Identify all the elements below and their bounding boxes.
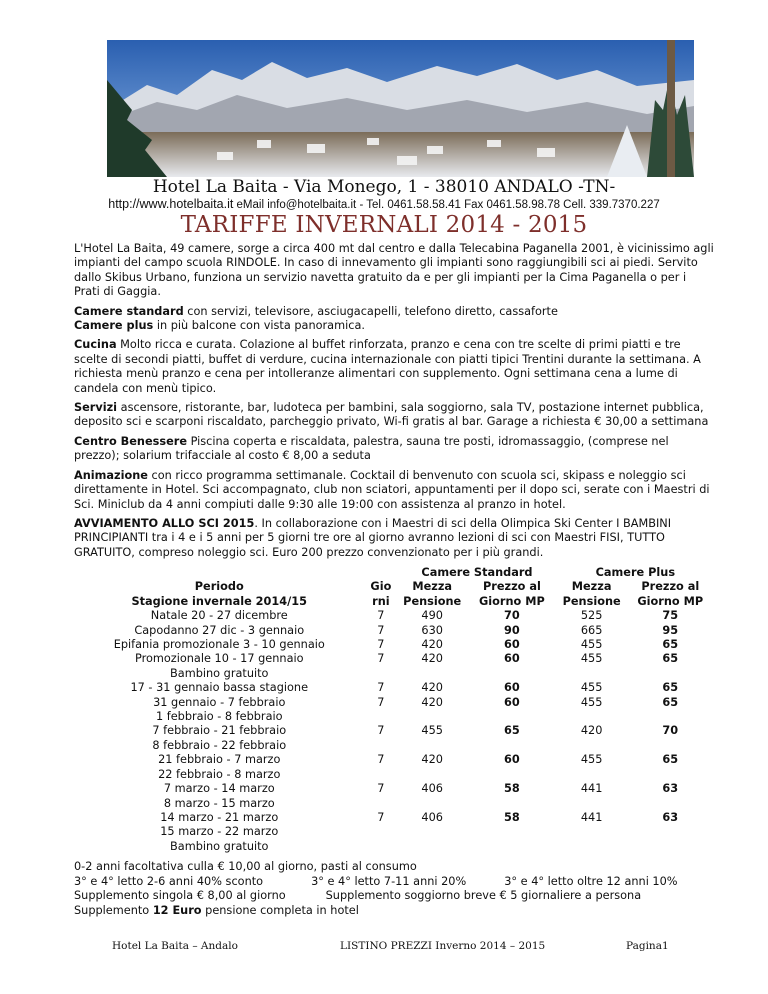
description-body (74, 242, 714, 565)
servizi-label: Servizi (74, 401, 118, 415)
cell-prezzo-standard: 58 (504, 810, 520, 824)
table-row (74, 624, 714, 638)
snowy-mountain-village-icon (107, 40, 694, 177)
cell-periodo: 31 gennaio - 7 febbraio 1 febbraio - 8 febbraio (153, 695, 286, 724)
footnotes (74, 860, 714, 918)
note-letto-2-6: 3° e 4° letto 2-6 anni 40% sconto (74, 874, 264, 888)
cell-mezza-plus: 441 (580, 782, 603, 796)
cell-giorni: 7 (377, 638, 385, 652)
table-row (74, 696, 714, 725)
rooms-plus-text: in più balcone con vista panoramica. (153, 319, 365, 333)
cell-mezza-plus: 455 (580, 638, 603, 652)
table-row (74, 638, 714, 652)
cell-mezza-standard: 420 (421, 695, 443, 709)
cell-mezza-standard: 420 (421, 652, 443, 666)
cell-prezzo-standard: 60 (504, 753, 520, 767)
cell-prezzo-standard: 60 (504, 638, 520, 652)
cell-mezza-plus: 441 (580, 810, 603, 824)
table-row (74, 724, 714, 753)
cell-periodo: 7 marzo - 14 marzo 8 marzo - 15 marzo (163, 782, 275, 810)
col-prezzo-plus-header: Prezzo al Giorno MP (637, 580, 704, 608)
rates-table (74, 566, 714, 854)
cell-mezza-standard: 455 (421, 724, 443, 738)
cell-prezzo-plus: 65 (662, 638, 679, 652)
group-plus-header: Camere Plus (595, 566, 676, 579)
cell-prezzo-plus: 65 (662, 753, 679, 767)
animazione-text: con ricco programma settimanale. Cocktail di benvenuto con scuola sci, skipass e noleggio sci direttamente in Hotel. Sci accompagnato, club non sciatori, appuntamenti per il dopo sci, serate con i Maestri di Sci. Miniclub da 4 anni compiuti dalle 9:30 alle 19:00 con assistenza al pranzo in hotel. (74, 468, 710, 511)
cell-mezza-plus: 455 (580, 652, 603, 666)
cell-periodo: 14 marzo - 21 marzo 15 marzo - 22 marzo Bambino gratuito (160, 810, 279, 853)
cell-prezzo-standard: 70 (504, 609, 520, 623)
rooms-plus-label: Camere plus (74, 319, 154, 333)
table-group-header (74, 566, 714, 580)
cell-mezza-plus: 455 (580, 681, 603, 695)
col-prezzo-standard-header: Prezzo al Giorno MP (479, 580, 545, 608)
cell-prezzo-plus: 63 (662, 810, 679, 824)
animazione-label: Animazione (74, 468, 148, 482)
note-culla: 0-2 anni facoltativa culla € 10,00 al giorno, pasti al consumo (74, 860, 417, 873)
cell-giorni: 7 (377, 810, 385, 824)
table-row (74, 652, 714, 681)
col-periodo-header: Periodo Stagione invernale 2014/15 (131, 580, 307, 608)
cell-mezza-standard: 406 (421, 810, 443, 824)
table-row (74, 811, 714, 854)
hotel-address-line: Hotel La Baita - Via Monego, 1 - 38010 ANDALO -TN- (152, 177, 616, 197)
table-row (74, 681, 714, 695)
cell-prezzo-standard: 60 (504, 652, 520, 666)
animazione-paragraph (74, 469, 714, 512)
cell-prezzo-standard: 60 (504, 695, 520, 709)
cell-periodo: Epifania promozionale 3 - 10 gennaio (113, 638, 325, 652)
cell-prezzo-standard: 90 (504, 623, 520, 637)
benessere-label: Centro Benessere (74, 434, 187, 448)
contact-line (0, 197, 768, 211)
cell-giorni: 7 (377, 724, 385, 738)
website-link[interactable]: http://www.hotelbaita.it (108, 197, 234, 211)
benessere-text: Piscina coperta e riscaldata, palestra, sauna tre posti, idromassaggio, (comprese nel prezzo); solarium trifacciale al costo € 8,00 a seduta (74, 434, 669, 463)
avviamento-label: AVVIAMENTO ALLO SCI 2015 (74, 516, 255, 530)
table-row (74, 753, 714, 782)
cell-periodo: 17 - 31 gennaio bassa stagione (130, 681, 309, 695)
cell-prezzo-plus: 70 (662, 724, 679, 738)
cell-periodo: Capodanno 27 dic - 3 gennaio (134, 623, 305, 637)
avviamento-text: . In collaborazione con i Maestri di sci della Olimpica Ski Center I BAMBINI PRINCIPIANTI tra i 4 e i 5 anni per 5 giorni tre ore al giorno avranno lezioni di sci con Maestri FISI, TUTTO GRATUITO, compreso noleggio sci. Euro 200 prezzo convenzionato per i più grandi. (74, 516, 672, 559)
footer-page-number: Pagina1 (626, 940, 669, 952)
cell-mezza-standard: 630 (421, 623, 443, 637)
benessere-paragraph (74, 435, 714, 464)
cell-prezzo-plus: 65 (662, 695, 679, 709)
rooms-standard-text: con servizi, televisore, asciugacapelli, telefono diretto, cassaforte (183, 304, 558, 318)
cucina-label: Cucina (74, 338, 117, 352)
cell-periodo: Promozionale 10 - 17 gennaio Bambino gratuito (134, 652, 304, 680)
cell-prezzo-plus: 65 (662, 681, 679, 695)
note-letto-7-11: 3° e 4° letto 7-11 anni 20% (311, 874, 467, 888)
note-singola: Supplemento singola € 8,00 al giorno (74, 889, 286, 903)
cell-giorni: 7 (377, 681, 385, 695)
table-column-header (74, 580, 714, 609)
header-banner-photo (107, 40, 694, 177)
cell-mezza-plus: 455 (580, 695, 603, 709)
cell-giorni: 7 (377, 609, 385, 623)
contact-details: eMail info@hotelbaita.it - Tel. 0461.58.58.41 Fax 0461.58.98.78 Cell. 339.7370.227 (236, 199, 660, 211)
intro-paragraph: L'Hotel La Baita, 49 camere, sorge a circa 400 mt dal centro e dalla Telecabina Paganella 2001, è vicinissimo agli impianti del campo scuola RINDOLE. In caso di innevamento gli impianti sono raggiungibili sci ai piedi. Servito dallo Skibus Urbano, funziona un servizio navetta gratuito da e per gli impianti per la Cima Paganella o per i Prati di Gaggia. (74, 242, 714, 299)
table-row (74, 609, 714, 623)
note-pensione-amount: 12 Euro (152, 903, 202, 917)
cell-mezza-standard: 420 (421, 638, 443, 652)
cell-mezza-standard: 490 (421, 609, 443, 623)
cell-periodo: 7 febbraio - 21 febbraio 8 febbraio - 22 febbraio (152, 724, 287, 752)
col-mezza-plus-header: Mezza Pensione (562, 580, 621, 608)
footer-center: LISTINO PREZZI Inverno 2014 – 2015 (340, 940, 546, 952)
page-title: TARIFFE INVERNALI 2014 - 2015 (180, 212, 588, 238)
col-giorni-header: Gio rni (370, 580, 392, 608)
cell-prezzo-standard: 60 (504, 681, 520, 695)
cell-mezza-plus: 420 (580, 724, 603, 738)
col-mezza-standard-header: Mezza Pensione (403, 580, 462, 608)
cucina-paragraph (74, 338, 714, 396)
cell-giorni: 7 (377, 753, 385, 767)
cell-periodo: Natale 20 - 27 dicembre (150, 609, 288, 623)
cell-prezzo-plus: 75 (662, 609, 679, 623)
cell-giorni: 7 (377, 782, 385, 796)
cell-giorni: 7 (377, 623, 385, 637)
group-standard-header: Camere Standard (421, 566, 533, 579)
note-supplementi (74, 889, 714, 904)
cell-mezza-standard: 420 (421, 681, 443, 695)
cell-prezzo-plus: 65 (662, 652, 679, 666)
cucina-text: Molto ricca e curata. Colazione al buffet rinforzata, pranzo e cena con tre scelte di primi piatti e tre scelte di secondi piatti, buffet di verdure, cucina internazionale con piatti tipici Trentini durante la settimana. A richiesta menù pranzo e cena per intolleranze alimentari con supplemento. Ogni settimana cena a lume di candela con menù tipico. (74, 338, 701, 395)
servizi-paragraph (74, 401, 714, 430)
cell-prezzo-plus: 63 (662, 782, 679, 796)
rooms-standard-label: Camere standard (74, 304, 184, 318)
cell-prezzo-plus: 95 (662, 623, 679, 637)
cell-periodo: 21 febbraio - 7 marzo 22 febbraio - 8 marzo (158, 753, 281, 781)
cell-mezza-standard: 420 (421, 753, 443, 767)
cell-giorni: 7 (377, 695, 385, 709)
footer-left: Hotel La Baita – Andalo (112, 940, 238, 952)
cell-prezzo-standard: 65 (504, 724, 520, 738)
cell-mezza-plus: 455 (580, 753, 603, 767)
table-row (74, 782, 714, 811)
note-pensione-completa: Supplemento 12 Euro pensione completa in hotel (74, 903, 359, 917)
servizi-text: ascensore, ristorante, bar, ludoteca per bambini, sala soggiorno, sala TV, postazione internet pubblica, deposito sci e scarponi riscaldato, parcheggio privato, Wi-fi gratis al bar. Garage a richiesta € 30,00 a settimana (74, 401, 709, 429)
cell-mezza-standard: 406 (421, 782, 443, 796)
note-letto-12: 3° e 4° letto oltre 12 anni 10% (504, 874, 678, 888)
cell-giorni: 7 (377, 652, 385, 666)
cell-prezzo-standard: 58 (504, 782, 520, 796)
cell-mezza-plus: 525 (580, 609, 603, 623)
note-letti (74, 875, 714, 890)
rooms-paragraph (74, 305, 714, 334)
cell-mezza-plus: 665 (580, 623, 603, 637)
note-soggiorno-breve: Supplemento soggiorno breve € 5 giornaliere a persona (325, 889, 642, 903)
avviamento-paragraph (74, 517, 714, 560)
